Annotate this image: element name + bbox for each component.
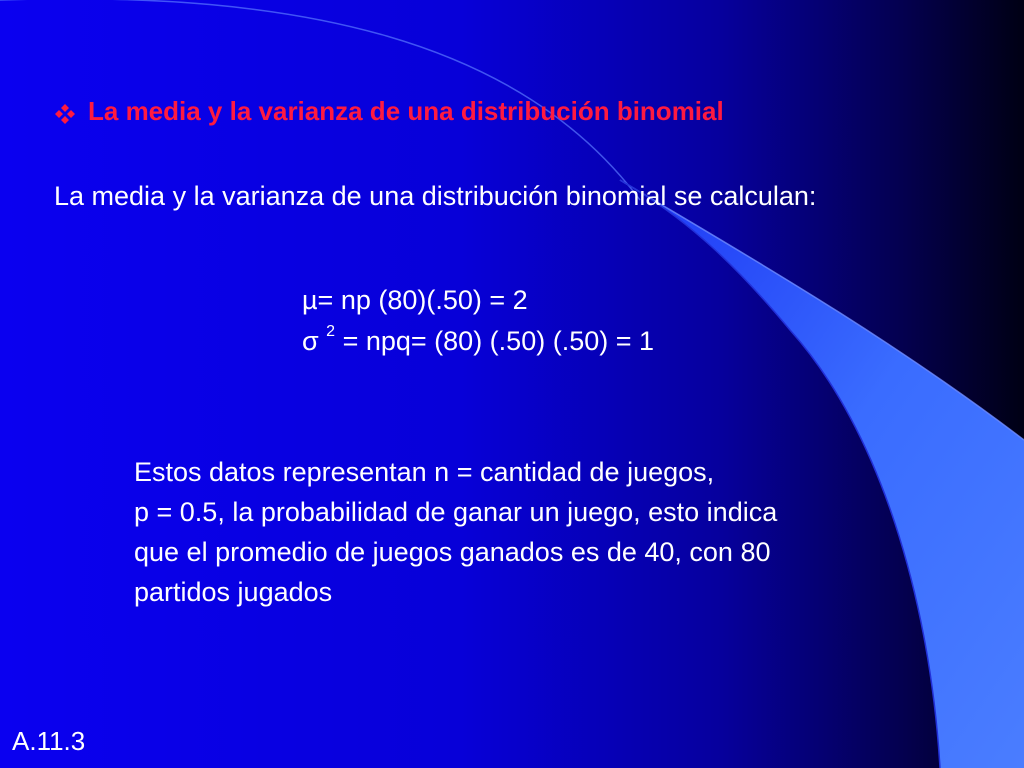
diamond-bullet-icon xyxy=(54,101,76,123)
variance-expression: = npq= (80) (.50) (.50) = 1 xyxy=(335,326,655,356)
explanation-line: Estos datos representan n = cantidad de juegos, xyxy=(134,457,715,487)
variance-symbol: σ xyxy=(302,326,327,356)
explanation-line: que el promedio de juegos ganados es de 40, con 80 xyxy=(134,537,771,567)
slide-heading xyxy=(54,96,724,127)
variance-formula xyxy=(302,323,655,357)
slide-number: A.11.3 xyxy=(12,726,86,756)
mean-formula: µ= np (80)(.50) = 2 xyxy=(302,285,528,315)
explanation-line: p = 0.5, la probabilidad de ganar un juego, esto indica xyxy=(134,497,778,527)
intro-text: La media y la varianza de una distribución binomial se calculan: xyxy=(54,181,817,211)
explanation-line: partidos jugados xyxy=(134,577,333,607)
heading-text: La media y la varianza de una distribución binomial xyxy=(88,96,724,126)
variance-exponent: 2 xyxy=(326,323,336,340)
explanation-paragraph xyxy=(134,452,964,612)
